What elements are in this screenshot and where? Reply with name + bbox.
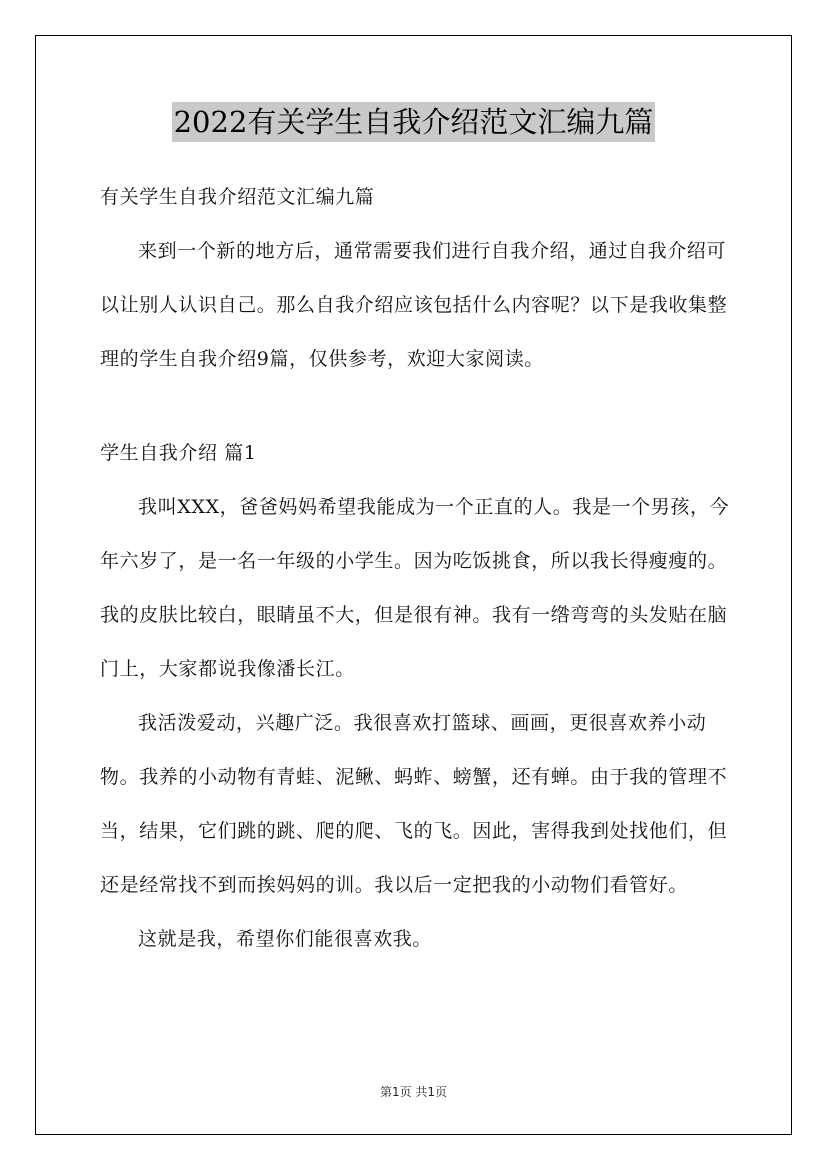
document-body [100,170,730,966]
intro-paragraph: 来到一个新的地方后，通常需要我们进行自我介绍，通过自我介绍可以让别人认识自己。那么自我介绍应该包括什么内容呢？以下是我收集整理的学生自我介绍9篇，仅供参考，欢迎大家阅读。 [100,240,728,370]
section-spacer [100,386,730,426]
body-paragraph-1: 我叫XXX，爸爸妈妈希望我能成为一个正直的人。我是一个男孩，今年六岁了，是一名一年级的小学生。因为吃饭挑食，所以我长得瘦瘦的。我的皮肤比较白，眼睛虽不大，但是很有神。我有一绺弯弯的头发贴在脑门上，大家都说我像潘长江。 [100,496,730,680]
document-title: 2022有关学生自我介绍范文汇编九篇 [172,102,656,142]
document-subtitle: 有关学生自我介绍范文汇编九篇 [100,186,375,208]
page-footer: 第1页 共1页 [379,1085,448,1099]
body-paragraph-2: 我活泼爱动，兴趣广泛。我很喜欢打篮球、画画，更很喜欢养小动物。我养的小动物有青蛙、泥鳅、蚂蚱、螃蟹，还有蝉。由于我的管理不当，结果，它们跳的跳、爬的爬、飞的飞。因此，害得我到处找他们，但还是经常找不到而挨妈妈的训。我以后一定把我的小动物们看管好。 [100,712,728,896]
section-heading: 学生自我介绍 篇1 [100,442,257,464]
body-paragraph-3: 这就是我，希望你们能很喜欢我。 [138,928,433,950]
title-container [0,102,827,142]
